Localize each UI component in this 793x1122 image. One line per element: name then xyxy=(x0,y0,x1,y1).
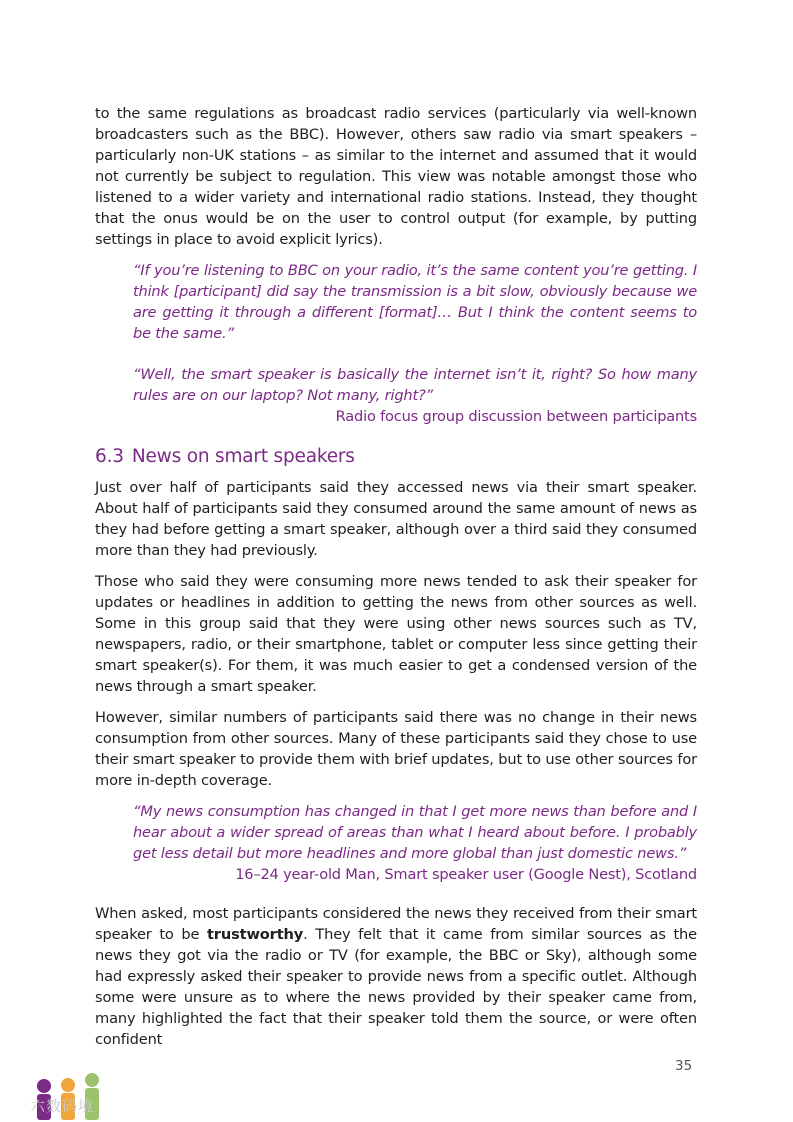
paragraph-trustworthy-start: When asked, most participants considered the news they received from their smart speaker to be xyxy=(95,905,697,943)
quote-attribution-news: 16–24 year-old Man, Smart speaker user (Google Nest), Scotland xyxy=(235,866,697,883)
quote-block-radio xyxy=(133,260,697,427)
quote-smart-speaker-internet: “Well, the smart speaker is basically the internet isn’t it, right? So how many rules are on our laptop? Not many, right?” xyxy=(133,366,697,404)
page-number: 35 xyxy=(675,1058,693,1074)
section-title: News on smart speakers xyxy=(131,446,355,467)
quote-news-consumption: “My news consumption has changed in that I get more news than before and I hear about a wider spread of areas than what I heard about before. I probably get less detail but more headlines and more global than just domestic news.” xyxy=(133,803,697,862)
paragraph-no-change: However, similar numbers of participants said there was no change in their news consumption from other sources. Many of these participants said they chose to use their smart speaker to provide them with brief updates, but to use other sources for more in-depth coverage. xyxy=(95,709,697,789)
paragraph-news-access: Just over half of participants said they accessed news via their smart speaker. About half of participants said they consumed around the same amount of news as they had before getting a smart speaker, although over a third said they consumed more than they had previously. xyxy=(95,479,697,559)
quote-attribution-radio: Radio focus group discussion between participants xyxy=(335,408,697,425)
paragraph-more-news: Those who said they were consuming more news tended to ask their speaker for updates or headlines in addition to getting the news from other sources as well. Some in this group said that they were using other news sources such as TV, newspapers, radio, or their smartphone, tablet or computer less since getting their smart speaker(s). For them, it was much easier to get a condensed version of the news through a smart speaker. xyxy=(95,573,697,695)
paragraph-trustworthy-end: . They felt that it came from similar sources as the news they got via the radio or TV (for example, the BBC or Sky), although some had expressly asked their speaker to provide news from a specific outlet. Although some were unsure as to where the news provided by their speaker came from, many highlighted the fact that their speaker told them the source, or were often confident xyxy=(95,926,697,1048)
paragraph-trustworthy xyxy=(95,903,697,1050)
section-heading xyxy=(95,445,697,469)
paragraph-regulation: to the same regulations as broadcast radio services (particularly via well-known broadcasters such as the BBC). However, others saw radio via smart speakers – particularly non-UK stations – as similar to the internet and assumed that it would not currently be subject to regulation. This view was notable amongst those who listened to a wider variety and international radio stations. Instead, they thought that the onus would be on the user to control output (for example, by putting settings in place to avoid explicit lyrics). xyxy=(95,105,697,248)
watermark-text: 六数码境 xyxy=(30,1097,95,1115)
section-number: 6.3 xyxy=(95,446,124,467)
quote-bbc-content: “If you’re listening to BBC on your radio, it’s the same content you’re getting. I think [participant] did say the transmission is a bit slow, obviously because we are getting it through a different [format]… But I think the content seems to be the same.” xyxy=(133,262,697,342)
page-content xyxy=(95,103,697,1060)
keyword-trustworthy: trustworthy xyxy=(206,926,304,943)
quote-block-news xyxy=(133,801,697,885)
